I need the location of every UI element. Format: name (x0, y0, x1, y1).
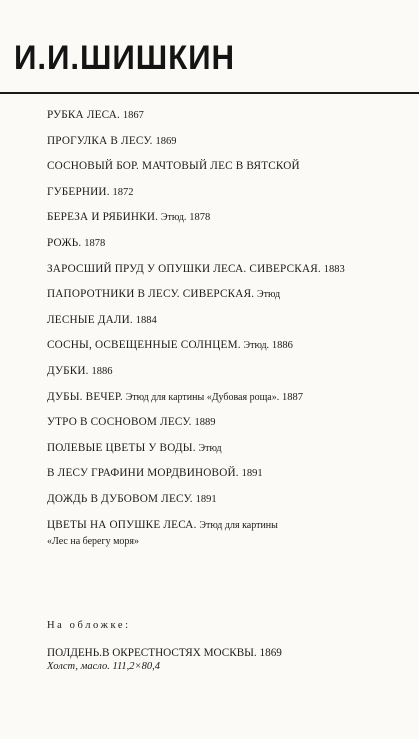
work-title: ДОЖДЬ В ДУБОВОМ ЛЕСУ. (47, 492, 193, 505)
work-title: ПОЛЕВЫЕ ЦВЕТЫ У ВОДЫ. (47, 441, 196, 454)
work-title: УТРО В СОСНОВОМ ЛЕСУ. (47, 416, 192, 429)
work-year: 1887 (282, 391, 304, 403)
work-title: БЕРЕЗА И РЯБИНКИ. (47, 211, 159, 224)
work-year: 1867 (122, 110, 144, 121)
work-year: 1869 (155, 135, 177, 147)
work-item (47, 159, 407, 185)
work-title: В ЛЕСУ ГРАФИНИ МОРДВИНОВОЙ. (47, 467, 239, 480)
work-note-continued: «Лес на берегу моря» (47, 535, 139, 547)
work-title: ДУБЫ. ВЕЧЕР. (47, 390, 123, 403)
work-title: ПАПОРОТНИКИ В ЛЕСУ. СИВЕРСКАЯ. (47, 288, 255, 301)
work-item (47, 134, 407, 160)
work-title: ЦВЕТЫ НА ОПУШКЕ ЛЕСА. (47, 518, 197, 531)
work-item (47, 364, 407, 390)
work-year: 1878 (84, 237, 106, 249)
cover-title-line (47, 646, 282, 660)
author-title: И.И.ШИШКИН (14, 39, 236, 77)
work-note: Этюд для картины (199, 519, 278, 531)
work-item (47, 262, 407, 288)
work-item (47, 338, 407, 364)
work-note: Этюд. (160, 212, 187, 224)
work-item (47, 466, 407, 492)
work-item (47, 108, 407, 134)
work-title: РОЖЬ. (47, 236, 82, 249)
work-year: 1884 (135, 314, 157, 326)
work-year: 1886 (91, 365, 113, 377)
work-title: СОСНОВЫЙ БОР. МАЧТОВЫЙ ЛЕС В ВЯТСКОЙ (47, 160, 300, 173)
work-year: 1889 (194, 417, 216, 429)
work-title: СОСНЫ, ОСВЕЩЕННЫЕ СОЛНЦЕМ. (47, 339, 241, 352)
work-year: 1883 (323, 263, 345, 275)
work-title: ПРОГУЛКА В ЛЕСУ. (47, 134, 153, 147)
work-item (47, 287, 407, 313)
work-note: Этюд (198, 442, 222, 454)
cover-label: На обложке: (47, 620, 131, 631)
header (0, 0, 419, 96)
cover-title: ПОЛДЕНЬ.В ОКРЕСТНОСТЯХ МОСКВЫ. (47, 647, 257, 659)
work-item (47, 236, 407, 262)
work-item (47, 415, 407, 441)
work-year: 1878 (189, 212, 211, 224)
work-title: ГУБЕРНИИ. (47, 185, 110, 198)
work-item (47, 518, 407, 552)
work-title: РУБКА ЛЕСА. (47, 109, 121, 121)
work-year: 1891 (241, 468, 263, 480)
cover-year: 1869 (259, 647, 282, 659)
work-note: Этюд. (243, 340, 270, 352)
work-year: 1872 (112, 186, 134, 198)
header-rule (0, 92, 419, 94)
work-year: 1886 (271, 340, 293, 352)
work-item (47, 441, 407, 467)
work-item (47, 492, 407, 518)
work-title: ДУБКИ. (47, 364, 89, 377)
work-note: Этюд для картины «Дубовая роща». (125, 391, 280, 403)
cover-medium: Холст, масло. 111,2×80,4 (47, 661, 160, 672)
work-title: ЛЕСНЫЕ ДАЛИ. (47, 313, 133, 326)
work-item (47, 185, 407, 211)
work-item (47, 210, 407, 236)
work-year: 1891 (195, 493, 217, 505)
works-list (47, 108, 407, 552)
work-item (47, 390, 407, 416)
work-item (47, 313, 407, 339)
work-note: Этюд (257, 289, 281, 301)
work-title: ЗАРОСШИЙ ПРУД У ОПУШКИ ЛЕСА. СИВЕРСКАЯ. (47, 262, 321, 275)
